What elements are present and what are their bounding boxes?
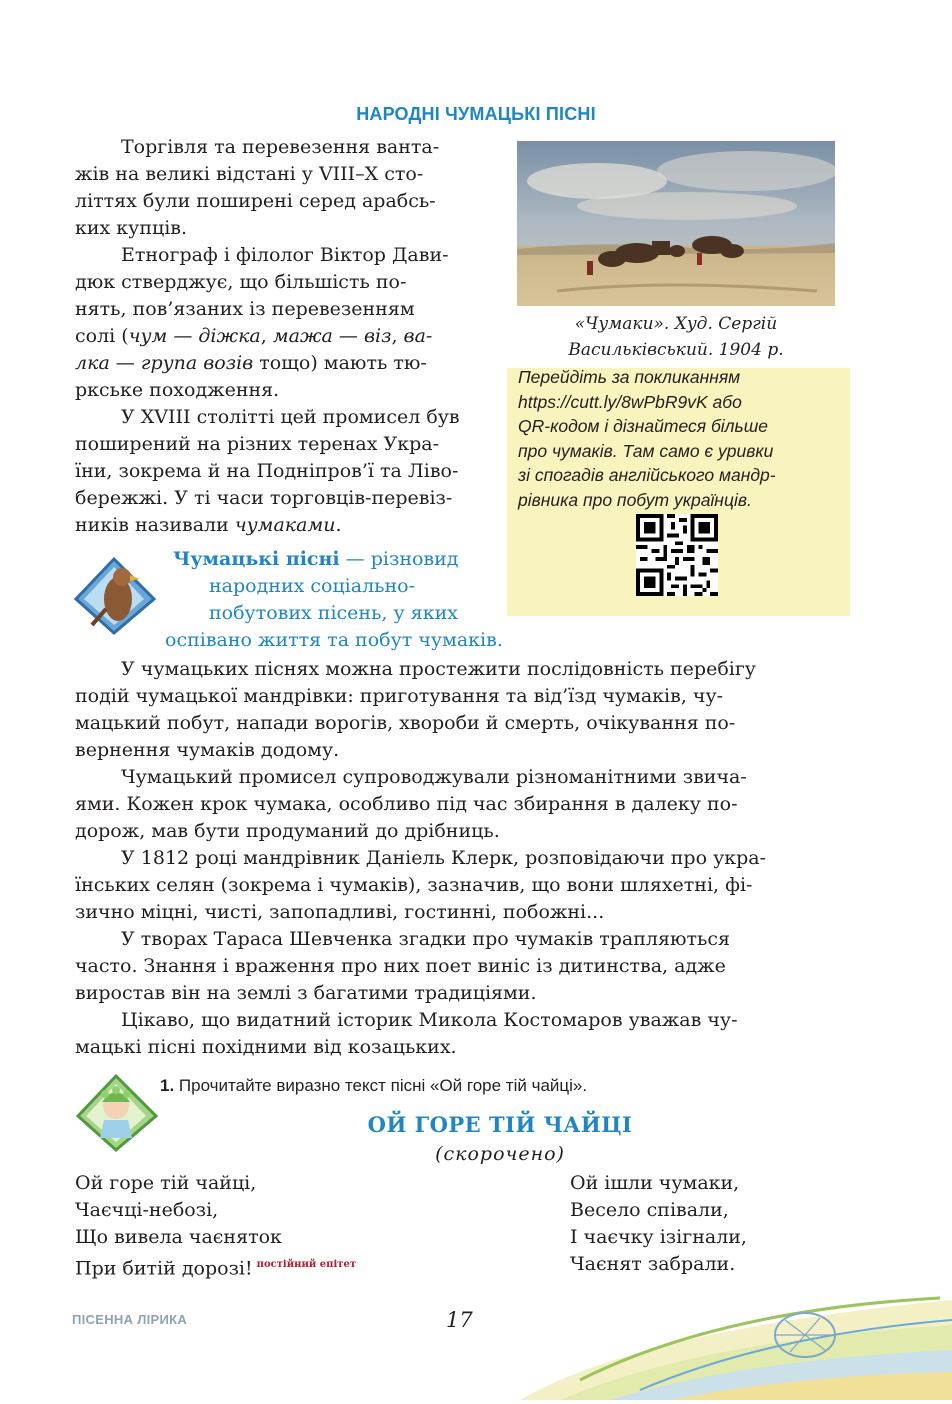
painting-chumaky bbox=[517, 141, 835, 306]
section-heading: НАРОДНІ ЧУМАЦЬКІ ПІСНІ bbox=[356, 104, 596, 124]
main-text bbox=[75, 656, 845, 1061]
paragraph-customs: Чумацький промисел супроводжували різноманітними звича- ями. Кожен крок чумака, особливо під час збирання в далеку по- дорож, мав бути продуманий до дрібниць. bbox=[75, 766, 747, 842]
paragraph-history: У XVIII столітті цей промисел був поширений на різних теренах Укра- їни, зокрема й на Подніпров’ї та Ліво- бережжі. У ті часи торговців-перевіз- ників називали чумаками. bbox=[75, 406, 460, 536]
paragraph-kostomarov: Цікаво, що видатний історик Микола Костомаров уважав чу- мацькі пісні похідними від козацьких. bbox=[75, 1009, 738, 1058]
paragraph-clerk: У 1812 році мандрівник Даніель Клерк, розповідаючи про укра- їнських селян (зокрема і чумаків), зазначив, що вони шляхетні, фі- зично міцні, чисті, запопадливі, гостинні, побожні... bbox=[75, 847, 767, 923]
footer-decoration bbox=[520, 1290, 952, 1400]
qr-info-text: Перейдіть за покликанням https://cutt.ly/8wPbR9vK або QR-кодом і дізнайтеся більше про чумаків. Там само є уривки зі спогадів англійського мандр- рівника про побут українців. bbox=[518, 367, 776, 510]
song-verse-2: Ой ішли чумаки, Весело співали, І чаєчку ізігнали, Чаєнят забрали. bbox=[570, 1172, 747, 1275]
bird-icon bbox=[70, 555, 158, 635]
qr-link[interactable]: https://cutt.ly/8wPbR9vK або bbox=[518, 391, 742, 412]
song-title: ОЙ ГОРЕ ТІЙ ЧАЙЦІ bbox=[367, 1112, 633, 1137]
paragraph-trade: Торгівля та перевезення ванта- жів на великі відстані у VIII–X сто- літтях були поширені серед арабсь- ких купців. bbox=[75, 136, 440, 239]
song-verse-1: Ой горе тій чайці, Чаєчці-небозі, Що вивела чаєняток При битій дорозі! $^{постійний епітет}$ bbox=[75, 1172, 357, 1280]
paragraph-etymology: Етнограф і філолог Віктор Дави- дюк стверджує, що більшість по- нять, пов’язаних із перевезенням солі (чум — діжка, мажа — віз, ва- лка — група возів тощо) мають тю- ркське походження. bbox=[75, 244, 449, 401]
song-subtitle: (скорочено) bbox=[435, 1143, 565, 1165]
qr-code[interactable] bbox=[636, 514, 718, 596]
paragraph-shevchenko: У творах Тараса Шевченка згадки про чумаків трапляються часто. Знання і враження про них поет виніс із дитинства, адже виростав він на землі з багатими традиціями. bbox=[75, 928, 731, 1004]
page-number: 17 bbox=[446, 1308, 473, 1332]
paragraph-events: У чумацьких піснях можна простежити послідовність перебігу подій чумацької мандрівки: приготування та від’їзд чумаків, чу- мацький побут, напади ворогів, хвороби й смерть, очікування по- вернення чумаків додому. bbox=[75, 658, 756, 761]
task-instruction: 1. Прочитайте виразно текст пісні «Ой горе тій чайці». bbox=[160, 1076, 588, 1095]
definition-block: Чумацькі пісні — різновид народних соціально- побутових пісень, у яких оспівано життя та побут чумаків. bbox=[165, 548, 503, 651]
definition-term: Чумацькі пісні bbox=[173, 548, 340, 570]
epithet-note: постійний епітет bbox=[256, 1259, 357, 1270]
painting-caption: «Чумаки». Худ. Сергій Васильківський. 1904 р. bbox=[568, 314, 784, 360]
intro-text bbox=[75, 134, 485, 539]
footer-section-label: ПІСЕННА ЛІРИКА bbox=[72, 1312, 188, 1327]
